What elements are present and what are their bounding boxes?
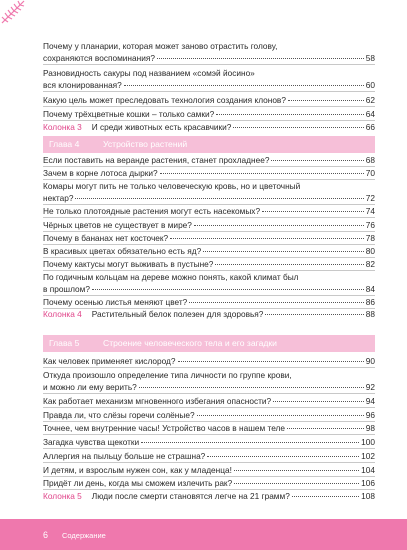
column-label: Колонка 3 [43, 122, 82, 132]
toc-column-entry[interactable]: Колонка 3 И среди животных есть красавчики? 66 [43, 122, 375, 132]
toc-entry[interactable]: Загадка чувства щекотки 100 [43, 436, 375, 449]
chapter-number: Глава 5 [49, 338, 80, 348]
chapter-4-header [43, 136, 375, 153]
chapter-title: Устройство растений [103, 139, 188, 149]
toc-entry[interactable]: Почему трёхцветные кошки – только самки? 64 [43, 108, 375, 121]
page-number: 66 [365, 122, 375, 132]
page-number: 58 [365, 53, 375, 64]
page-number: 104 [361, 465, 375, 475]
toc-entry[interactable]: Зачем в корне лотоса дырки? 70 [43, 167, 375, 180]
toc-entry[interactable]: Разновидность сакуры под названием «сомэй йосино» вся клонированная? 60 [43, 67, 375, 92]
toc-entry[interactable]: Какую цель может преследовать технология создания клонов? 62 [43, 94, 375, 107]
toc-entry[interactable]: Как человек применяет кислород? 90 [43, 355, 375, 368]
chapter-title: Строение человеческого тела и его загадки [103, 338, 277, 348]
column-label: Колонка 4 [43, 309, 82, 319]
page-number: 86 [365, 297, 375, 307]
page-number: 84 [365, 284, 375, 295]
page-number: 78 [365, 233, 375, 243]
toc-entry[interactable]: Не только плотоядные растения могут есть насекомых? 74 [43, 205, 375, 218]
footer-title: Содержание [62, 531, 106, 540]
page-number: 82 [365, 259, 375, 269]
page-number: 90 [365, 356, 375, 366]
toc-entry[interactable]: Почему в бананах нет косточек? 78 [43, 232, 375, 245]
toc-entry[interactable]: Придёт ли день, когда мы сможем излечить рак? 106 [43, 477, 375, 490]
toc-entry[interactable]: Точнее, чем внутренние часы! Устройство часов в нашем теле 98 [43, 422, 375, 435]
page-number: 74 [365, 206, 375, 216]
page-number: 98 [365, 423, 375, 433]
toc-entry[interactable]: По годичным кольцам на дереве можно понять, какой климат был в прошлом? 84 [43, 271, 375, 296]
toc-column-entry[interactable]: Колонка 5 Люди после смерти становятся легче на 21 грамм? 108 [43, 491, 375, 501]
toc-entry[interactable]: И детям, и взрослым нужен сон, как у младенца! 104 [43, 464, 375, 477]
page-number: 76 [365, 220, 375, 230]
toc-entry[interactable]: Чёрных цветов не существует в мире? 76 [43, 219, 375, 232]
page-footer [0, 519, 407, 550]
page-number: 94 [365, 396, 375, 406]
page-number: 80 [365, 246, 375, 256]
page-number: 100 [361, 437, 375, 447]
toc-entry[interactable]: Почему у планарии, которая может заново отрастить голову, сохраняются воспоминания? 58 [43, 40, 375, 65]
page-number: 62 [365, 95, 375, 105]
toc-entry[interactable]: Откуда произошло определение типа личности по группе крови, и можно ли ему верить? 92 [43, 369, 375, 394]
toc-entry[interactable]: Правда ли, что слёзы горечи солёные? 96 [43, 409, 375, 422]
page-number: 92 [365, 382, 375, 393]
toc-entry[interactable]: Если поставить на веранде растения, станет прохладнее? 68 [43, 154, 375, 167]
fern-leaf-icon [0, 0, 26, 24]
toc-entry[interactable]: В красивых цветах обязательно есть яд? 80 [43, 245, 375, 258]
toc-entry[interactable]: Комары могут пить не только человеческую кровь, но и цветочный нектар? 72 [43, 180, 375, 205]
page-number: 106 [361, 478, 375, 488]
page-number: 108 [361, 491, 375, 501]
toc-entry[interactable]: Аллергия на пыльцу больше не страшна? 102 [43, 450, 375, 463]
footer-page-number: 6 [43, 530, 49, 540]
page-number: 70 [365, 168, 375, 178]
page-number: 88 [365, 309, 375, 319]
toc-entry[interactable]: Почему кактусы могут выживать в пустыне? 82 [43, 258, 375, 271]
toc-entry[interactable]: Почему осенью листья меняют цвет? 86 [43, 296, 375, 309]
chapter-5-header [43, 335, 375, 352]
chapter-number: Глава 4 [49, 139, 80, 149]
page-number: 96 [365, 410, 375, 420]
page-number: 72 [365, 193, 375, 204]
page-number: 64 [365, 109, 375, 119]
column-label: Колонка 5 [43, 491, 82, 501]
page-number: 60 [365, 80, 375, 91]
page-number: 68 [365, 155, 375, 165]
toc-column-entry[interactable]: Колонка 4 Растительный белок полезен для здоровья? 88 [43, 309, 375, 319]
page-number: 102 [361, 451, 375, 461]
toc-entry[interactable]: Как работает механизм мгновенного избегания опасности? 94 [43, 395, 375, 408]
